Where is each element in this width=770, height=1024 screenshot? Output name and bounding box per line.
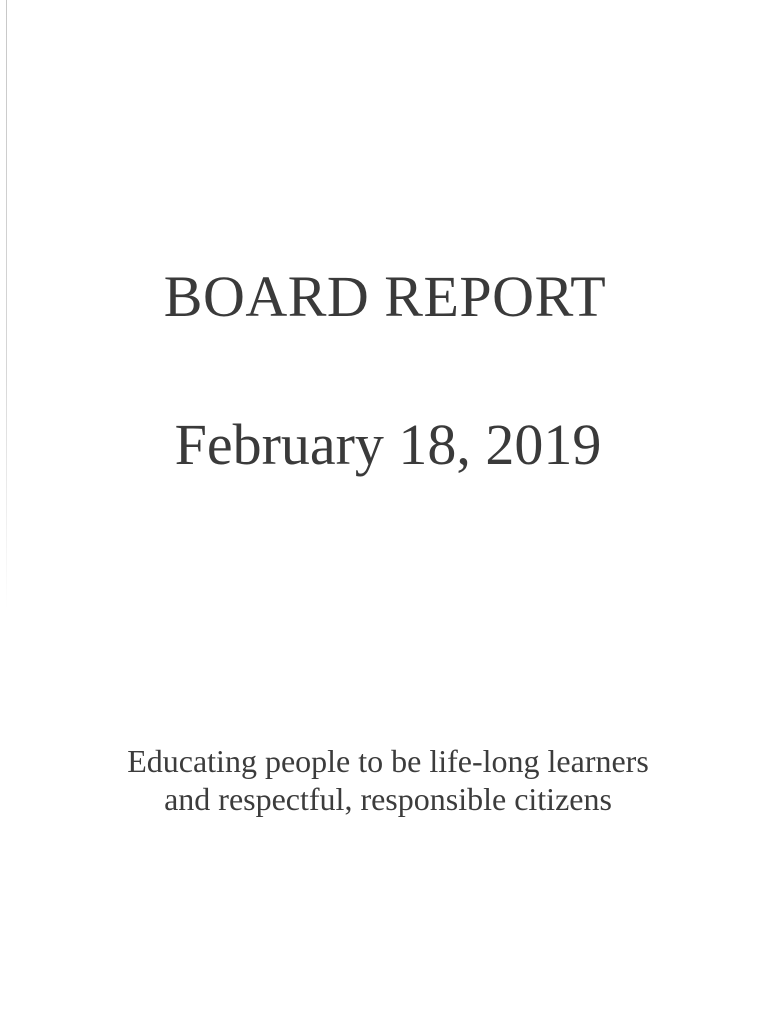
report-date: February 18, 2019 <box>174 412 602 477</box>
mission-statement-line-2: and respectful, responsible citizens <box>164 781 612 817</box>
report-title: BOARD REPORT <box>163 264 607 329</box>
mission-statement <box>0 742 770 818</box>
mission-statement-line-1: Educating people to be life-long learners <box>127 743 649 779</box>
